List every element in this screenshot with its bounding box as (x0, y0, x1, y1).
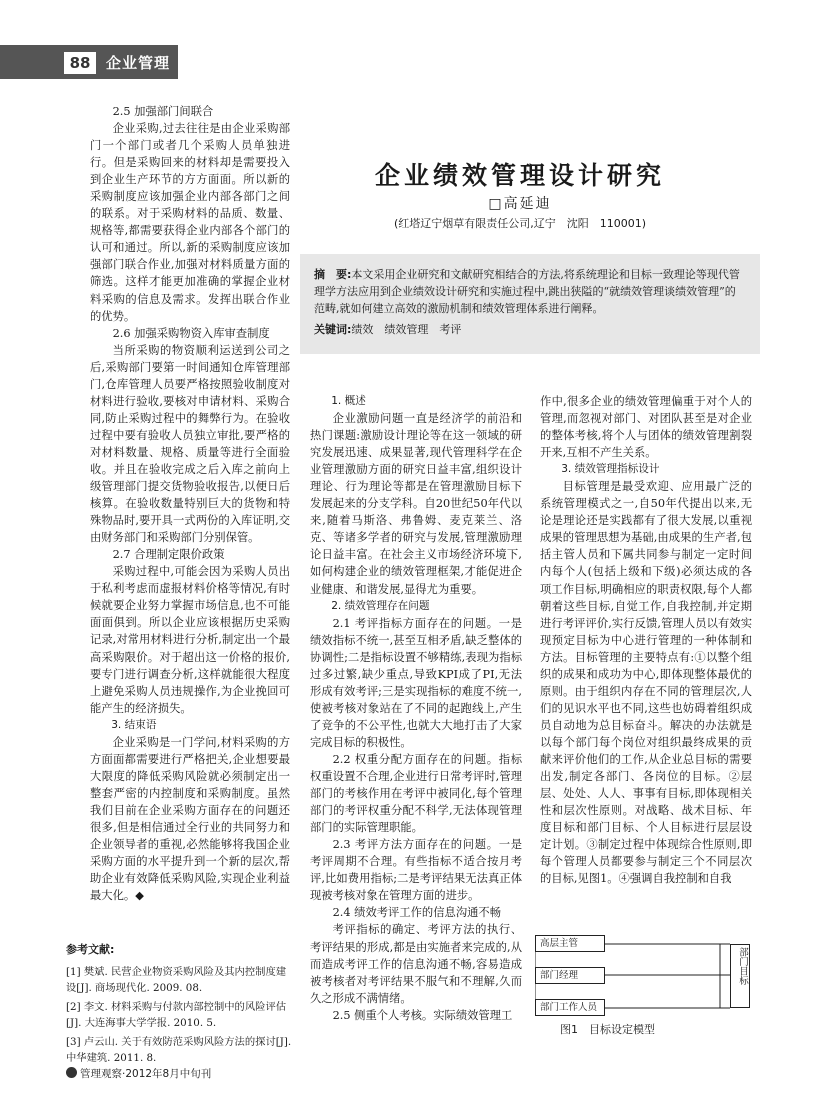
figure-box-senior: 高层主管 (535, 935, 605, 952)
page-footer (66, 1066, 211, 1081)
reference-item: [2] 李文. 材料采购与付款内部控制中的风险评估[J]. 大连海事大学学报. 2010. 5. (66, 1000, 287, 1029)
section-heading: 3. 结束语 (111, 718, 157, 731)
keywords-text: 绩效 绩效管理 考评 (351, 323, 462, 336)
section-heading: 2.5 加强部门间联合 (112, 105, 214, 118)
figure-box-staff: 部门工作人员 (535, 999, 605, 1016)
paragraph: 2.5 侧重个人考核。实际绩效管理工 (332, 1008, 513, 1022)
article-title: 企业绩效管理设计研究 (374, 161, 665, 190)
reference-item: [3] 卢云山. 关于有效防范采购风险方法的探讨[J]. 中华建筑. 2011. 8. (66, 1035, 292, 1064)
footer-text: 管理观察·2012年8月中旬刊 (80, 1068, 212, 1080)
right-column (540, 393, 752, 887)
page-number: 88 (64, 52, 96, 74)
paragraph: 目标管理是最受欢迎、应用最广泛的系统管理模式之一,自50年代提出以来,无论是理论还是实践都有了很大发展,以重视成果的管理思想为基础,由成果的生产者,包括主管人员和下属共同参与制定一定时间内每个人(包括上级和下级)必须达成的各项工作目标,明确相应的职责权限,每个人都朝着这些目标,自觉工作,自我控制,并定期进行考评评价,实行反馈,管理人员以有效实现预定目标为中心进行管理的一种体制和方法。目标管理的主要特点有:①以整个组织的成果和成功为中心,即体现整体最优的原则。由于组织内存在不同的管理层次,人们的见识水平也不同,这些也妨碍着组织成员自动地为总目标奋斗。解决的办法就是以每个部门每个岗位对组织最终成果的贡献来评价他们的工作,从企业总目标的需要出发,制定各部门、各岗位的目标。②层层、处处、人人、事事有目标,即体现相关性和层次性原则。对战略、战术目标、年度目标和部门目标、个人目标进行层层设定计划。③制定过程中体现综合性原则,即每个管理人员都要参与制定三个不同层次的目标,见图1。④强调自我控制和自我 (540, 480, 752, 886)
paragraph: 考评指标的确定、考评方法的执行、考评结果的形成,都是由实施者来完成的,从而造成考评工作的信息沟通不畅,容易造成被考核者对考评结果不服气和不理解,久而久之形成不满情绪。 (310, 923, 522, 1005)
keywords-label: 关键词: (314, 323, 352, 336)
section-heading: 2.7 合理制定限价政策 (112, 548, 225, 562)
abstract-label: 摘 要: (314, 268, 352, 281)
section-heading: 1. 概述 (331, 395, 366, 407)
paragraph: 企业采购是一门学问,材料采购的方方面面都需要进行严格把关,企业想要最大限度的降低采购风险就必须制定出一整套严密的内控制度和采购制度。虽然我们目前在企业采购方面存在的问题还很多,但是相信通过全行业的共同努力和企业领导者的重视,必然能够将我国企业采购方面的水平提升到一个新的层次,帮助企业有效降低采购风险,实现企业利益最大化。◆ (90, 735, 290, 903)
references (66, 942, 292, 1069)
left-column (90, 103, 290, 904)
figure-box-manager: 部门经理 (535, 967, 605, 984)
section-heading: 2.6 加强采购物资入库审查制度 (112, 326, 270, 340)
journal-logo-icon (66, 1067, 77, 1078)
middle-column (310, 393, 522, 1024)
author-affiliation: (红塔辽宁烟草有限责任公司,辽宁 沈阳 110001) (393, 217, 647, 230)
section-heading: 2. 绩效管理存在问题 (331, 599, 430, 612)
paragraph: 2.2 权重分配方面存在的问题。指标权重设置不合理,企业进行日常考评时,管理部门的考核作用在考评中被同化,每个管理部门的考评权重分配不科学,无法体现管理部门的实际管理职能。 (310, 752, 522, 835)
abstract-box (300, 254, 760, 354)
abstract-text: 本文采用企业研究和文献研究相结合的方法,将系统理论和目标一致理论等现代管理学方法应用到企业绩效设计研究和实施过程中,跳出狭隘的“就绩效管理谈绩效管理”的范畴,就如何建立高效的激励机制和绩效管理体系进行阐释。 (314, 268, 740, 315)
reference-item: [1] 樊斌. 民营企业物资采购风险及其内控制度建设[J]. 商场现代化. 2009. 08. (66, 965, 287, 994)
paragraph: 企业激励问题一直是经济学的前沿和热门课题:激励设计理论等在这一领域的研究发展迅速、成果显著,现代管理科学在企业管理激励方面的研究日益丰富,组织设计理论、行为理论等都是在管理激励目标下发展起来的分支学科。自20世纪50年代以来,随着马斯洛、弗鲁姆、麦克莱兰、洛克、等诸多学者的研究与发展,管理激励理论日益丰富。在社会主义市场经济环境下,如何构建企业的绩效管理框架,才能促进企业健康、和谐发展,显得尤为重要。 (310, 412, 522, 596)
paragraph: 2.1 考评指标方面存在的问题。一是绩效指标不统一,甚至互相矛盾,缺乏整体的协调性;二是指标设置不够精练,表现为指标过多过繁,缺少重点,导致KPI成了PI,无法形成有效考评;三是实现指标的难度不统一,使被考核对象站在了不同的起跑线上,产生了竞争的不公平性,也就大大地打击了大家完成目标的积极性。 (310, 616, 522, 749)
article-author: □高延迪 (488, 196, 552, 212)
paragraph: 当所采购的物资顺利运送到公司之后,采购部门要第一时间通知仓库管理部门,仓库管理人员要严格按照验收制度对材料进行验收,要核对申请材料、采购合同,防止采购过程中的舞弊行为。在验收过程中要有验收人员独立审批,要严格的对材料数量、规格、质量等进行全面验收。并且在验收完成之后入库之前向上级管理部门提交货物验收报告,以便日后核算。在验收数量特别巨大的货物和特殊物品时,要开具一式两份的入库证明,交由财务部门和采购部门分别保管。 (90, 343, 290, 545)
paragraph: 采购过程中,可能会因为采购人员出于私利考虑而虚报材料价格等情况,有时候就要企业努力掌握市场信息,也不可能面面俱到。所以企业应该根据历史采购记录,对常用材料进行分析,制定出一个最高采购限价。对于超出这一价格的报价,要专门进行调查分析,这样就能很大程度上避免采购人员违规操作,为企业挽回可能产生的经济损失。 (90, 565, 290, 715)
section-heading: 3. 绩效管理指标设计 (561, 463, 660, 476)
paragraph: 2.4 绩效考评工作的信息沟通不畅 (332, 906, 502, 920)
figure-caption: 图1 目标设定模型 (560, 1023, 655, 1036)
paragraph: 2.3 考评方法方面存在的问题。一是考评周期不合理。有些指标不适合按月考评,比如费用指标;二是考评结果无法真正体现被考核对象在管理方面的进步。 (310, 838, 522, 903)
references-title: 参考文献: (66, 943, 115, 956)
figure-box-dept-goal: 部门目标 (730, 944, 750, 1008)
paragraph: 企业采购,过去往往是由企业采购部门一个部门或者几个采购人员单独进行。但是采购回来的材料却是需要投入到企业生产环节的方方面面。所以新的采购制度应该加强企业内部各部门之间的联系。对于采购材料的品质、数量、规格等,都需要获得企业内部各个部门的认可和通过。所以,新的采购制度应该加强部门联合作业,加强对材料质量方面的筛选。这样才能更加准确的掌握企业材料采购的信息及需求。发挥出联合作业的优势。 (90, 122, 290, 323)
journal-section: 企业管理 (106, 54, 171, 72)
paragraph: 作中,很多企业的绩效管理偏重于对个人的管理,而忽视对部门、对团队甚至是对企业的整体考核,将个人与团体的绩效管理割裂开来,互相不产生关系。 (540, 395, 752, 460)
